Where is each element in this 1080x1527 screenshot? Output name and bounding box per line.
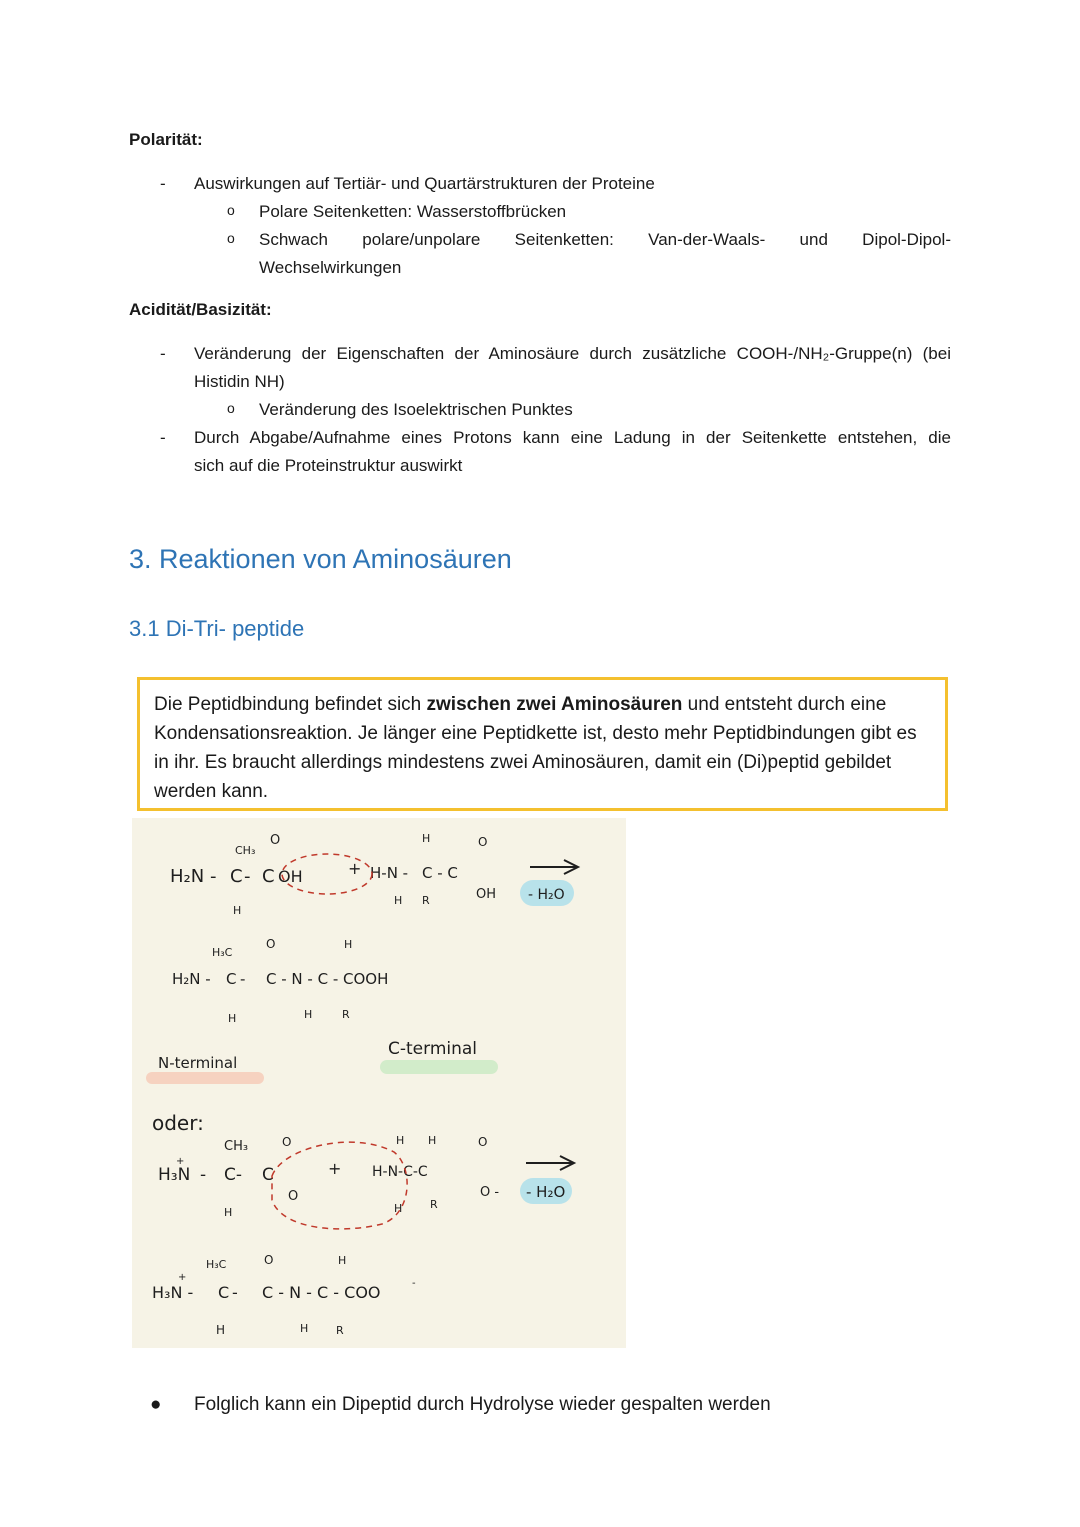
svg-text:O: O xyxy=(282,1135,292,1149)
svg-text:H: H xyxy=(428,1134,437,1147)
svg-text:H₃N -: H₃N - xyxy=(152,1283,194,1302)
oder-label: oder: xyxy=(152,1111,204,1135)
final-statement: Folglich kann ein Dipeptid durch Hydrolyse wieder gespalten werden xyxy=(194,1394,771,1415)
bullet-dot: ● xyxy=(150,1394,162,1415)
svg-text:H-N-C-C: H-N-C-C xyxy=(372,1164,428,1180)
aciditaet-bullet1-line1: Veränderung der Eigenschaften der Aminosäure durch zusätzliche COOH-/NH₂-Gruppe(n) (bei xyxy=(194,344,951,363)
peptide-reaction-diagram xyxy=(132,818,626,1348)
aciditaet-heading: Acidität/Basizität: xyxy=(129,300,272,319)
svg-text:OH: OH xyxy=(476,887,497,902)
svg-text:H₂N -: H₂N - xyxy=(172,970,211,988)
polaritaet-sub2-line2: Wechselwirkungen xyxy=(259,258,402,277)
amine-group: H₂N - xyxy=(170,866,217,887)
svg-text:C: C xyxy=(226,970,237,988)
box-text-start: Die Peptidbindung befindet sich xyxy=(154,694,427,715)
section-title: 3. Reaktionen von Aminosäuren xyxy=(129,544,512,574)
svg-text:O: O xyxy=(288,1189,299,1204)
svg-text:R: R xyxy=(336,1324,344,1337)
box-text-end: und entsteht durch eine Kondensationsreaktion. Je länger eine Peptidkette ist, desto mehr Peptidbindungen gibt es in ihr. Es braucht allerdings mindestens zwei Aminosäuren, damit ein (Di)peptid gebildet werden kann. xyxy=(154,694,917,802)
svg-text:+: + xyxy=(178,1272,187,1283)
svg-text:+: + xyxy=(348,859,362,878)
svg-text:C - N - C - COO: C - N - C - COO xyxy=(262,1283,381,1302)
svg-text:CH₃: CH₃ xyxy=(235,844,256,857)
svg-text:H: H xyxy=(216,1323,226,1337)
aciditaet-sub1: Veränderung des Isoelektrischen Punktes xyxy=(259,400,573,419)
svg-text:H₃C: H₃C xyxy=(212,946,233,959)
dash-marker: - xyxy=(160,174,166,193)
c-terminal-label: C-terminal xyxy=(388,1039,478,1059)
svg-text:H-N -: H-N - xyxy=(370,864,409,882)
svg-text:C: C xyxy=(262,866,275,887)
polaritaet-bullet: Auswirkungen auf Tertiär- und Quartärstrukturen der Proteine xyxy=(194,174,655,193)
svg-text:C - N - C - COOH: C - N - C - COOH xyxy=(266,970,389,988)
svg-text:-: - xyxy=(240,970,246,988)
svg-text:+: + xyxy=(328,1159,342,1178)
svg-text:H₃N: H₃N xyxy=(158,1165,191,1185)
svg-text:H: H xyxy=(300,1322,309,1335)
svg-text:O: O xyxy=(478,1135,488,1149)
svg-text:R: R xyxy=(342,1008,350,1021)
dash-marker: - xyxy=(160,344,166,363)
subsection-title: 3.1 Di-Tri- peptide xyxy=(129,616,305,641)
svg-text:-: - xyxy=(232,1283,238,1302)
svg-text:+: + xyxy=(176,1156,185,1167)
svg-text:-: - xyxy=(412,1278,416,1289)
svg-text:-: - xyxy=(244,866,251,887)
circle-marker: o xyxy=(227,202,235,218)
svg-text:O -: O - xyxy=(480,1185,500,1200)
alpha-carbon: C xyxy=(230,866,243,887)
polaritaet-sub2-line1: Schwach polare/unpolare Seitenketten: Van-der-Waals- und Dipol-Dipol- xyxy=(259,230,951,249)
svg-text:H: H xyxy=(394,1202,403,1215)
circle-marker: o xyxy=(227,230,235,246)
n-terminal-highlight xyxy=(146,1072,264,1084)
definition-box xyxy=(137,677,948,811)
svg-text:H: H xyxy=(233,904,242,917)
svg-text:H: H xyxy=(422,832,431,845)
dash-marker: - xyxy=(160,428,166,447)
svg-text:H: H xyxy=(304,1008,313,1021)
aciditaet-bullet2-line1: Durch Abgabe/Aufnahme eines Protons kann eine Ladung in der Seitenkette entstehen, die xyxy=(194,428,951,447)
svg-text:H: H xyxy=(228,1012,237,1025)
svg-text:R: R xyxy=(422,894,430,907)
polaritaet-sub1: Polare Seitenketten: Wasserstoffbrücken xyxy=(259,202,567,221)
svg-text:C: C xyxy=(218,1283,230,1302)
aciditaet-bullet2-line2: sich auf die Proteinstruktur auswirkt xyxy=(194,456,463,475)
svg-text:H: H xyxy=(224,1206,233,1219)
svg-text:O: O xyxy=(264,1253,274,1267)
svg-text:O: O xyxy=(270,833,281,848)
svg-text:O: O xyxy=(266,937,276,951)
svg-text:C: C xyxy=(262,1165,274,1185)
svg-text:H: H xyxy=(344,938,353,951)
svg-text:-: - xyxy=(200,1165,207,1185)
n-terminal-label: N-terminal xyxy=(158,1054,238,1072)
svg-text:CH₃: CH₃ xyxy=(224,1139,249,1154)
svg-text:H: H xyxy=(394,894,403,907)
aciditaet-bullet1-line2: Histidin NH) xyxy=(194,372,285,391)
svg-text:H₃C: H₃C xyxy=(206,1258,227,1271)
circle-marker: o xyxy=(227,400,235,416)
svg-text:C - C: C - C xyxy=(422,864,458,882)
hydroxyl: OH xyxy=(278,867,303,886)
c-terminal-highlight xyxy=(380,1060,498,1074)
svg-text:O: O xyxy=(478,835,488,849)
svg-text:C-: C- xyxy=(224,1165,243,1185)
water-label-1: - H₂O xyxy=(528,887,565,903)
water-label-2: - H₂O xyxy=(526,1183,566,1201)
svg-text:R: R xyxy=(430,1198,438,1211)
polaritaet-heading: Polarität: xyxy=(129,130,203,149)
box-bold-text: zwischen zwei Aminosäuren xyxy=(426,694,683,715)
svg-text:H: H xyxy=(338,1254,347,1267)
svg-text:H: H xyxy=(396,1134,405,1147)
